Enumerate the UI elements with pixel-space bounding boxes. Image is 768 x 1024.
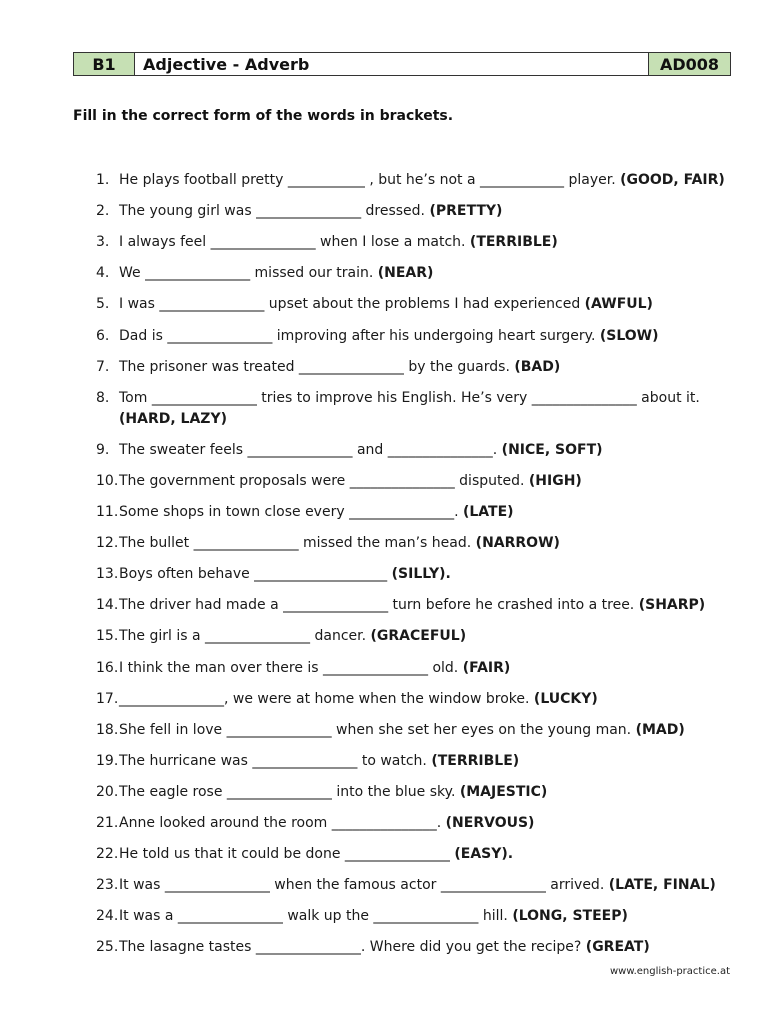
- title-cell: Adjective - Adverb: [135, 53, 649, 75]
- item-line: [119, 471, 582, 491]
- item-hint: (NERVOUS): [445, 815, 535, 831]
- item-hint: (AWFUL): [584, 296, 653, 313]
- item-hint: (GOOD, FAIR): [620, 172, 725, 188]
- item-line: [119, 502, 514, 522]
- item-text: The government proposals were _______________ disputed.: [119, 472, 529, 489]
- item-text: I was _______________ upset about the problems I had experienced: [119, 296, 585, 313]
- item-number: 19.: [96, 752, 119, 769]
- item-text: Some shops in town close every _______________.: [119, 504, 463, 520]
- item-number: 10.: [96, 472, 119, 489]
- item-hint: (TERRIBLE): [469, 234, 558, 251]
- item-number: 2.: [96, 203, 110, 220]
- item-line: [119, 595, 705, 615]
- item-text: The lasagne tastes _______________. Where did you get the recipe?: [119, 939, 586, 956]
- item-line: [119, 782, 547, 802]
- item-line: [119, 658, 510, 678]
- worksheet-header: [73, 52, 731, 76]
- item-number: 7.: [96, 358, 110, 375]
- item-number: 1.: [96, 172, 110, 188]
- item-hint: (MAD): [635, 721, 685, 738]
- item-text: I always feel _______________ when I lose a match.: [119, 234, 470, 251]
- item-hint: (HIGH): [528, 472, 582, 489]
- item-line: [119, 388, 700, 408]
- item-hint: (NICE, SOFT): [501, 441, 603, 458]
- item-text: The sweater feels _______________ and _______________.: [119, 441, 502, 458]
- item-line: [119, 533, 560, 553]
- item-number: 20.: [96, 783, 119, 800]
- item-line: [119, 720, 685, 740]
- item-hint: (SLOW): [599, 327, 659, 344]
- item-number: 13.: [96, 566, 119, 583]
- item-hint: (LUCKY): [533, 690, 598, 707]
- item-hint: (LATE, FINAL): [608, 877, 716, 894]
- item-number: 23.: [96, 877, 119, 894]
- item-text: He plays football pretty ___________ , but he’s not a ____________ player.: [119, 172, 621, 188]
- item-hint: (HARD, LAZY): [119, 410, 227, 427]
- item-hint: (LONG, STEEP): [512, 908, 628, 925]
- level-cell: B1: [74, 53, 135, 75]
- instruction-text: Fill in the correct form of the words in brackets.: [73, 108, 454, 124]
- item-text: He told us that it could be done _______________: [119, 846, 455, 863]
- item-text: The eagle rose _______________ into the blue sky.: [119, 783, 460, 800]
- item-line: [119, 813, 534, 833]
- footer-url: www.english-practice.at: [609, 966, 730, 977]
- item-number: 8.: [96, 389, 110, 406]
- item-line: [119, 170, 725, 190]
- item-number: 21.: [96, 815, 119, 831]
- item-hint: (MAJESTIC): [459, 783, 548, 800]
- item-hint: (SHARP): [638, 597, 706, 614]
- item-hint: (BAD): [514, 358, 561, 375]
- item-text: The girl is a _______________ dancer.: [119, 628, 371, 645]
- item-line: [119, 326, 659, 346]
- item-hint: (GREAT): [585, 939, 650, 956]
- item-number: 6.: [96, 327, 110, 344]
- item-line: [119, 440, 603, 460]
- item-line: [119, 564, 451, 584]
- item-line: [119, 937, 650, 957]
- item-text: The hurricane was _______________ to watch.: [119, 752, 432, 769]
- item-text: _______________, we were at home when the window broke.: [119, 690, 534, 707]
- item-number: 12.: [96, 535, 119, 552]
- item-text: Tom _______________ tries to improve his English. He’s very _______________ about it.: [119, 389, 700, 406]
- item-hint: (LATE): [462, 504, 514, 520]
- item-text: The bullet _______________ missed the man’s head.: [119, 535, 476, 552]
- item-text: I think the man over there is _______________ old.: [119, 659, 463, 676]
- item-number: 5.: [96, 296, 110, 313]
- item-number: 15.: [96, 628, 119, 645]
- item-line: [119, 844, 513, 864]
- item-number: 18.: [96, 721, 119, 738]
- item-number: 11.: [96, 504, 119, 520]
- item-text: It was _______________ when the famous actor _______________ arrived.: [119, 877, 609, 894]
- item-hint: (NARROW): [475, 535, 560, 552]
- item-text: The prisoner was treated _______________ by the guards.: [119, 358, 515, 375]
- item-line: [119, 409, 227, 429]
- item-number: 22.: [96, 846, 119, 863]
- item-text: Boys often behave ___________________: [119, 566, 392, 583]
- item-text: The young girl was _______________ dressed.: [119, 203, 430, 220]
- item-hint: (TERRIBLE): [431, 752, 520, 769]
- item-line: [119, 201, 502, 221]
- item-number: 3.: [96, 234, 110, 251]
- item-number: 4.: [96, 265, 110, 282]
- item-hint: (GRACEFUL): [370, 628, 467, 645]
- item-number: 9.: [96, 441, 110, 458]
- item-hint: (SILLY).: [391, 566, 451, 583]
- item-line: [119, 294, 653, 314]
- item-text: We _______________ missed our train.: [119, 265, 378, 282]
- item-line: [119, 357, 560, 377]
- item-number: 25.: [96, 939, 119, 956]
- item-number: 24.: [96, 908, 119, 925]
- item-line: [119, 689, 598, 709]
- item-number: 16.: [96, 659, 119, 676]
- item-hint: (EASY).: [454, 846, 514, 863]
- item-hint: (FAIR): [462, 659, 511, 676]
- item-text: Anne looked around the room _______________.: [119, 815, 446, 831]
- item-line: [119, 906, 628, 926]
- item-line: [119, 626, 466, 646]
- item-line: [119, 232, 558, 252]
- item-text: It was a _______________ walk up the _______________ hill.: [119, 908, 513, 925]
- item-text: She fell in love _______________ when she set her eyes on the young man.: [119, 721, 636, 738]
- item-line: [119, 751, 519, 771]
- item-number: 14.: [96, 597, 119, 614]
- item-text: The driver had made a _______________ turn before he crashed into a tree.: [119, 597, 639, 614]
- item-number: 17.: [96, 690, 119, 707]
- code-cell: AD008: [649, 53, 730, 75]
- item-line: [119, 263, 433, 283]
- item-line: [119, 875, 716, 895]
- item-text: Dad is _______________ improving after his undergoing heart surgery.: [119, 327, 600, 344]
- item-hint: (NEAR): [377, 265, 434, 282]
- item-hint: (PRETTY): [429, 203, 503, 220]
